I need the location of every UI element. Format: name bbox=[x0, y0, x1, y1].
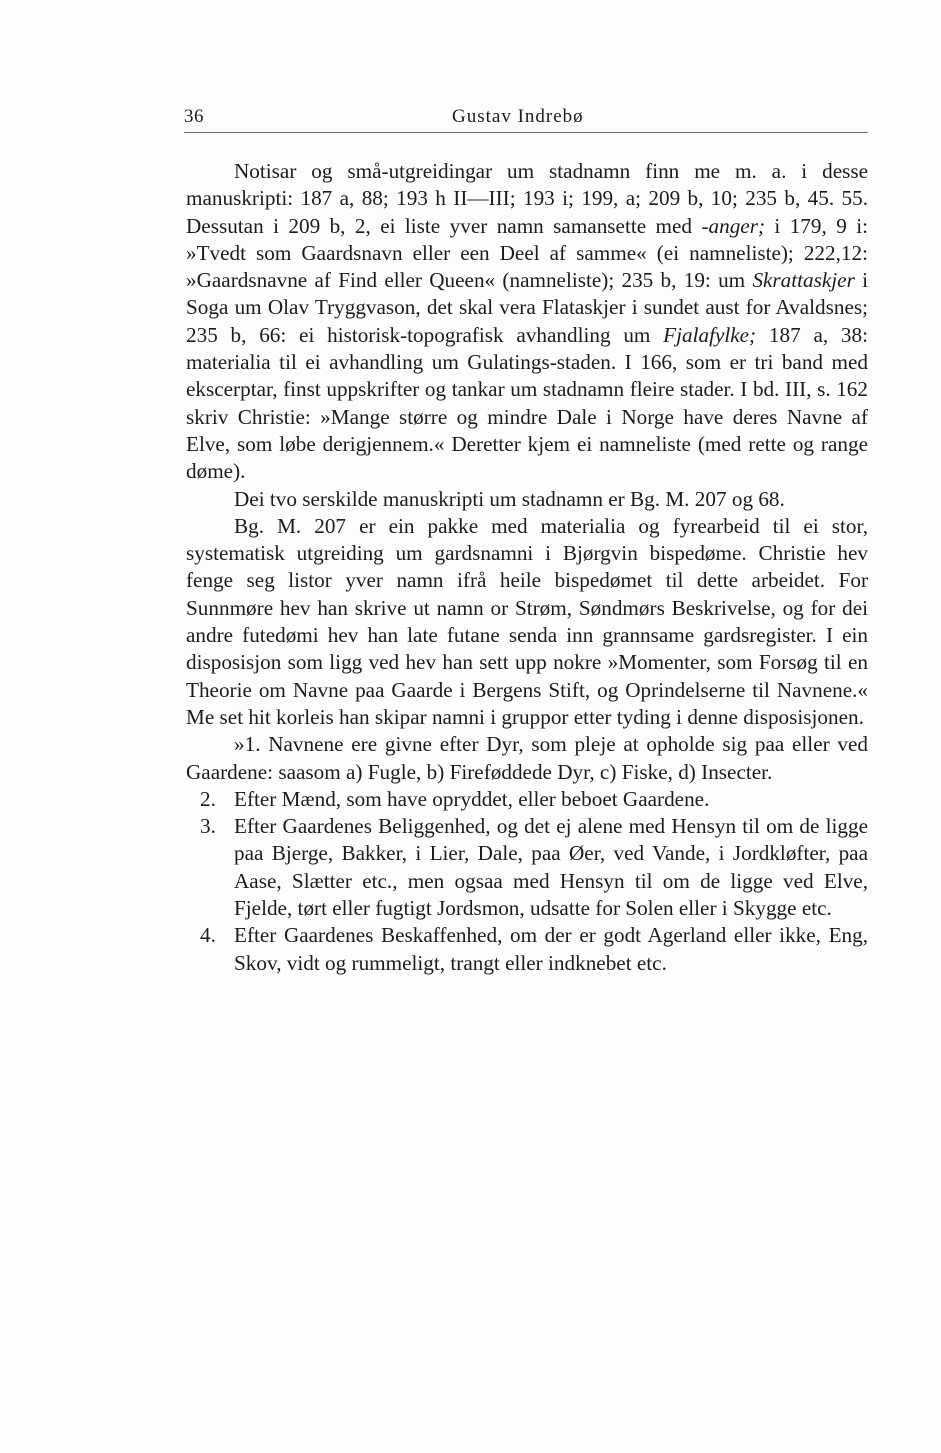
italic-term: Fjalafylke; bbox=[663, 322, 757, 347]
list-item-1: »1. Navnene ere givne efter Dyr, som pleje at opholde sig paa eller ved Gaardene: saasom a) Fugle, b) Fireføddede Dyr, c) Fiske, d) Insecter. bbox=[186, 732, 868, 784]
paragraph-text: i 179, 9 i: »Tvedt som Gaardsnavn eller een Deel af samme« (ei namneliste); 222,12: »Gaardsnavne af Find eller Queen« (namneliste); 235 b, 19: um bbox=[186, 213, 868, 293]
paragraph-text: Notisar og små-utgreidingar um stadnamn finn me m. a. i desse manuskripti: 187 a, 88; 193 h II—III; 193 i; 199, a; 209 b, 10; 235 b, 45. 55. Dessutan i 209 b, 2, ei liste yver namn samansette med bbox=[186, 159, 868, 238]
list-text: Efter Gaardenes Beskaffenhed, om der er godt Agerland eller ikke, Eng, Skov, vidt og rummeligt, trangt eller indknebet etc. bbox=[234, 923, 868, 975]
paragraph-text: i Soga um Olav Tryggvason, det skal vera Flataskjer i sundet aust for Avaldsnes; 235 b, 66: ei historisk-topografisk avhandling um bbox=[186, 268, 868, 347]
list-number: 4. bbox=[200, 923, 216, 948]
paragraph-two-manuscripts: Dei tvo serskilde manuskripti um stadnamn er Bg. M. 207 og 68. bbox=[234, 486, 785, 511]
italic-term: Skrattaskjer bbox=[752, 268, 855, 293]
body-text bbox=[186, 158, 868, 977]
page-number: 36 bbox=[184, 106, 204, 127]
list-text: Efter Gaardenes Beliggenhed, og det ej alene med Hensyn til om de ligge paa Bjerge, Bakker, i Lier, Dale, paa Øer, ved Vande, i Jordkløfter, paa Aase, Slætter etc., men ogsaa med Hensyn til om de ligge ved Elve, Fjelde, tørt eller fugtigt Jordsmon, udsatte for Solen eller i Skygge etc. bbox=[234, 814, 868, 921]
list-text: Efter Mænd, som have opryddet, eller beboet Gaardene. bbox=[234, 786, 710, 811]
running-head-author: Gustav Indrebø bbox=[452, 106, 584, 127]
paragraph-text: 187 a, 38: materialia til ei avhandling um Gulatings-staden. I 166, som er tri band med ekscerptar, finst uppskrifter og tankar um stadnamn fleire stader. I bd. III, s. 162 skriv Christie: »Mange større og mindre Dale i Norge have deres Navne af Elve, som løbe derigjennem.« Deretter kjem ei namneliste (med rette og range døme). bbox=[186, 322, 868, 484]
list-number: 3. bbox=[200, 814, 216, 839]
list-item-3 bbox=[186, 813, 868, 922]
list-number: 2. bbox=[200, 786, 216, 811]
paragraph-manuscripts bbox=[186, 158, 868, 486]
italic-term: -anger; bbox=[701, 213, 765, 238]
list-item-4 bbox=[186, 922, 868, 977]
running-head bbox=[184, 104, 868, 133]
paragraph-bg-m-207: Bg. M. 207 er ein pakke med materialia og fyrearbeid til ei stor, systematisk utgreiding um gardsnamni i Bjørgvin bispedøme. Christie hev fenge seg listor yver namn ifrå heile bispedømet til dette arbeidet. For Sunnmøre hev han skrive ut namn or Strøm, Søndmørs Beskrivelse, og for dei andre futedømi hev han late futane senda inn grannsame gardsregister. I ein disposisjon som ligg ved hev han sett upp nokre »Momenter, som Forsøg til en Theorie om Navne paa Gaarde i Bergens Stift, og Oprindelserne til Navnene.« Me set hit korleis han skipar namni i gruppor etter tyding i denne disposisjonen. bbox=[186, 513, 868, 729]
list-item-2 bbox=[186, 786, 868, 813]
